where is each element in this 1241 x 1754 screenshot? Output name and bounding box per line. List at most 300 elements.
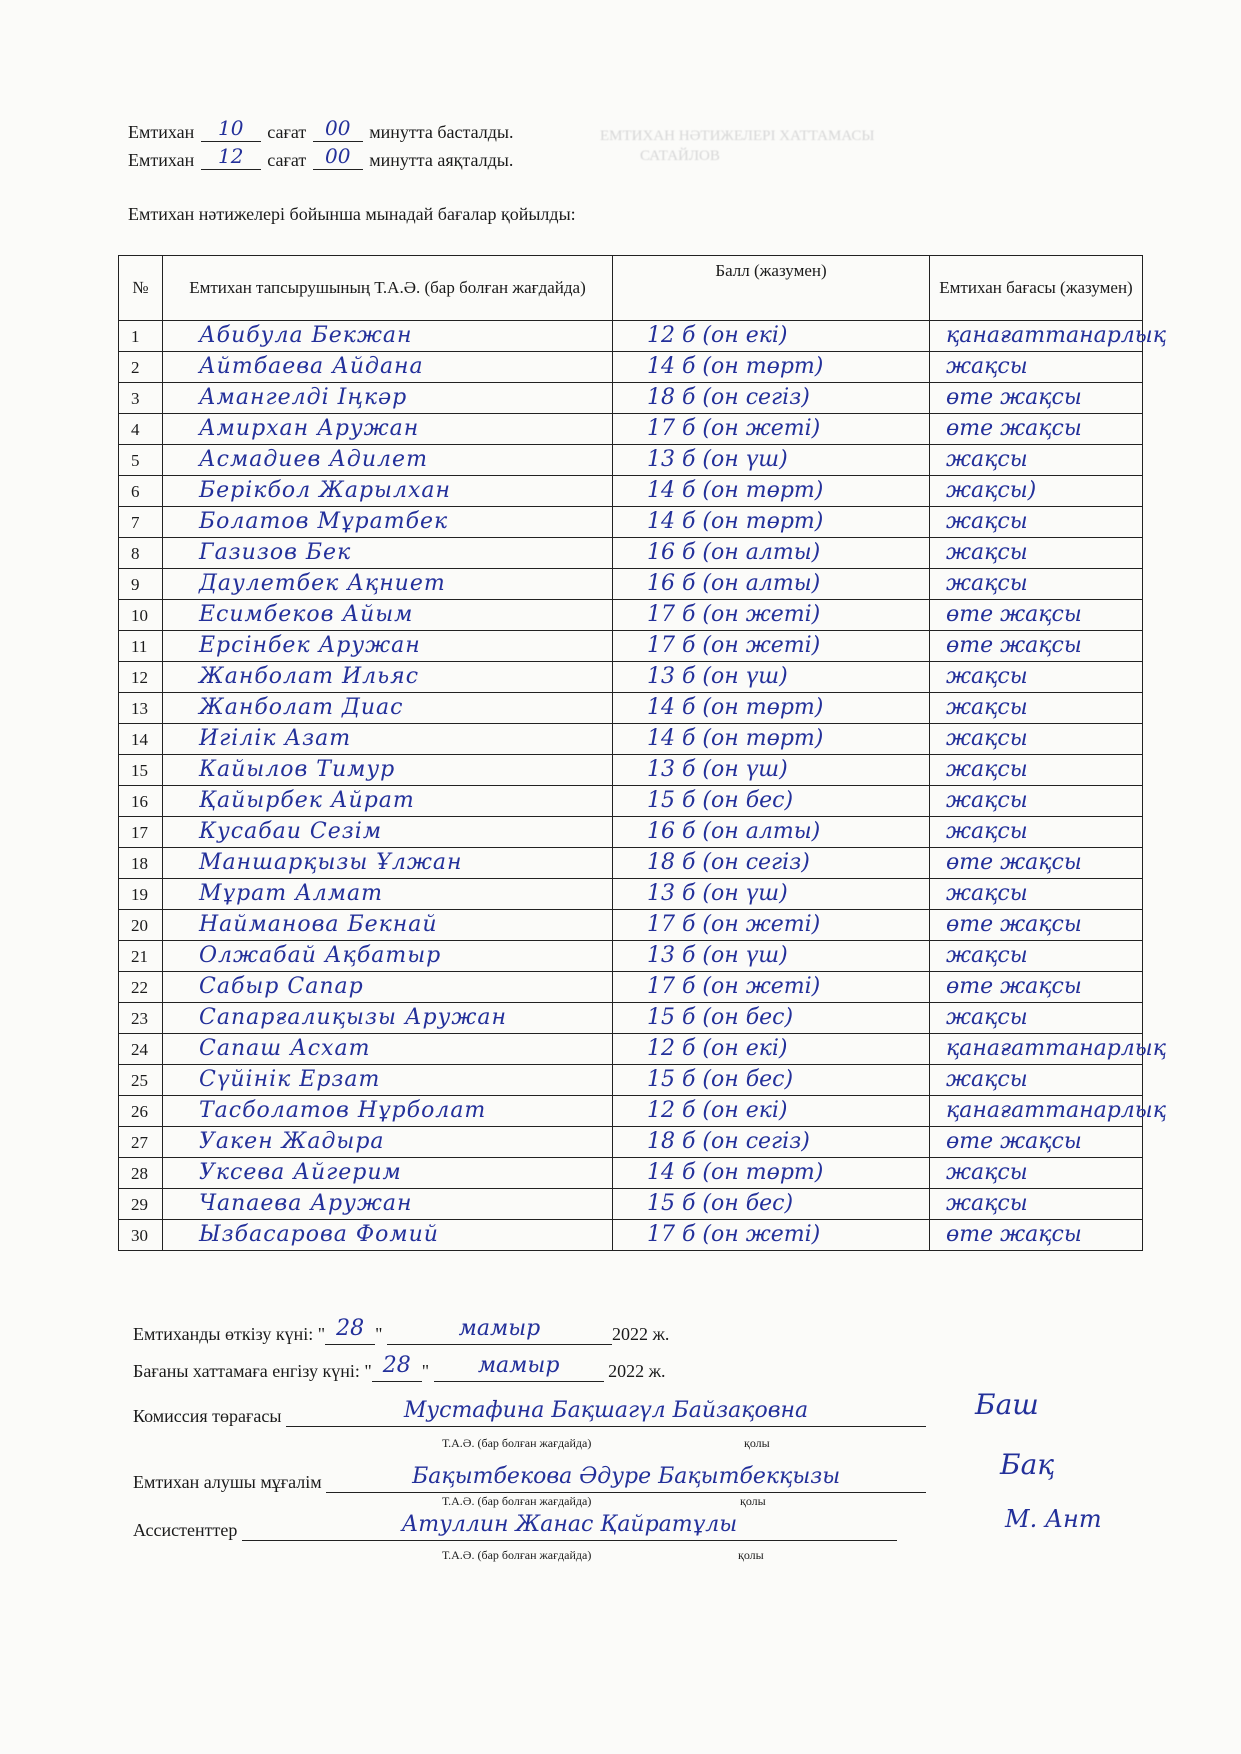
table-row	[119, 879, 1143, 910]
student-name: Газизов Бек	[199, 540, 352, 565]
table-row	[119, 972, 1143, 1003]
cell-name	[163, 941, 613, 972]
table-row	[119, 817, 1143, 848]
cell-score	[613, 1220, 930, 1251]
row-number: 14	[131, 729, 148, 749]
student-name: Уксева Айгерим	[199, 1160, 402, 1185]
cell-name	[163, 631, 613, 662]
table-row	[119, 786, 1143, 817]
cell-score	[613, 662, 930, 693]
cell-grade	[930, 445, 1143, 476]
cell-name	[163, 1034, 613, 1065]
header-num: №	[119, 256, 163, 321]
cell-name	[163, 755, 613, 786]
end-minute-field	[313, 144, 363, 170]
cell-grade	[930, 321, 1167, 352]
student-name: Игілік Азат	[199, 726, 352, 751]
chair-name-field	[286, 1400, 926, 1427]
row-number: 2	[131, 357, 140, 377]
table-row	[119, 321, 1143, 352]
table-row	[119, 1034, 1143, 1065]
table-row	[119, 569, 1143, 600]
student-name: Берікбол Жарылхан	[199, 478, 451, 503]
grade-text: жақсы	[946, 571, 1028, 596]
score-text: 12 б (он екі)	[647, 1036, 788, 1061]
cell-name	[163, 786, 613, 817]
cell-grade	[930, 1096, 1167, 1127]
row-number: 15	[131, 760, 148, 780]
exam-date-close-quote: "	[375, 1324, 383, 1344]
cell-name	[163, 817, 613, 848]
cell-score	[613, 383, 930, 414]
cell-num	[119, 383, 163, 414]
start-minute-field	[313, 116, 363, 142]
grade-text: қанағаттанарлық	[946, 1036, 1167, 1061]
exam-date-year: 2022 ж.	[611, 1324, 670, 1344]
grade-text: өте жақсы	[946, 633, 1082, 658]
score-text: 16 б (он алты)	[647, 540, 821, 565]
cell-score	[613, 941, 930, 972]
table-row	[119, 352, 1143, 383]
grade-text: жақсы	[946, 943, 1028, 968]
score-text: 12 б (он екі)	[647, 323, 788, 348]
cell-score	[613, 910, 930, 941]
cell-name	[163, 538, 613, 569]
row-number: 17	[131, 822, 148, 842]
row-number: 12	[131, 667, 148, 687]
cell-name	[163, 693, 613, 724]
cell-num	[119, 1003, 163, 1034]
end-suffix: минутта аяқталды.	[369, 150, 514, 170]
exam-date-month: мамыр	[458, 1316, 541, 1341]
row-number: 18	[131, 853, 148, 873]
cell-score	[613, 786, 930, 817]
assistants-signature: М. Ант	[1005, 1505, 1102, 1533]
protocol-date-month-field	[434, 1355, 604, 1382]
score-text: 17 б (он жеті)	[647, 602, 821, 627]
grade-text: жақсы	[946, 1067, 1028, 1092]
cell-name	[163, 352, 613, 383]
table-row	[119, 662, 1143, 693]
row-number: 13	[131, 698, 148, 718]
end-hour-unit: сағат	[267, 150, 307, 170]
student-name: Ызбасарова Фомий	[199, 1222, 439, 1247]
student-name: Жанболат Диас	[199, 695, 404, 720]
cell-grade	[930, 631, 1143, 662]
cell-grade	[930, 476, 1143, 507]
cell-grade	[930, 848, 1143, 879]
grade-text: өте жақсы	[946, 912, 1082, 937]
row-number: 5	[131, 450, 140, 470]
cell-score	[613, 1096, 930, 1127]
row-number: 28	[131, 1163, 148, 1183]
cell-num	[119, 538, 163, 569]
cell-num	[119, 1127, 163, 1158]
grade-text: жақсы	[946, 819, 1028, 844]
table-row	[119, 724, 1143, 755]
table-row	[119, 693, 1143, 724]
exam-date-label: Емтиханды өткізу күні:	[133, 1324, 314, 1344]
cell-score	[613, 1189, 930, 1220]
table-row	[119, 600, 1143, 631]
cell-name	[163, 1003, 613, 1034]
student-name: Есимбеков Айым	[199, 602, 414, 627]
grade-text: өте жақсы	[946, 1129, 1082, 1154]
cell-num	[119, 755, 163, 786]
chair-caption-sig: қолы	[744, 1436, 770, 1450]
cell-num	[119, 879, 163, 910]
student-name: Сабыр Сапар	[199, 974, 364, 999]
protocol-date-close-quote: "	[421, 1361, 430, 1381]
header-grade: Емтихан бағасы (жазумен)	[930, 256, 1143, 321]
row-number: 26	[131, 1101, 148, 1121]
grade-text: өте жақсы	[946, 416, 1082, 441]
assistants-caption-sig: қолы	[738, 1548, 764, 1562]
cell-grade	[930, 910, 1143, 941]
cell-name	[163, 1189, 613, 1220]
cell-num	[119, 1220, 163, 1251]
cell-score	[613, 972, 930, 1003]
start-hour-field	[201, 116, 261, 142]
row-number: 25	[131, 1070, 148, 1090]
cell-num	[119, 1065, 163, 1096]
cell-score	[613, 879, 930, 910]
grade-text: өте жақсы	[946, 974, 1082, 999]
score-text: 18 б (он сегіз)	[647, 1129, 810, 1154]
cell-score	[613, 352, 930, 383]
cell-num	[119, 941, 163, 972]
student-name: Мұрат Алмат	[199, 881, 384, 906]
score-text: 15 б (он бес)	[647, 1191, 794, 1216]
table-row	[119, 1096, 1143, 1127]
results-intro: Емтихан нәтижелері бойынша мынадай бағалар қойылды:	[128, 204, 576, 224]
grade-text: өте жақсы	[946, 385, 1082, 410]
cell-num	[119, 1158, 163, 1189]
cell-score	[613, 817, 930, 848]
row-number: 24	[131, 1039, 148, 1059]
table-row	[119, 476, 1143, 507]
row-number: 11	[131, 636, 148, 656]
cell-name	[163, 1065, 613, 1096]
cell-name	[163, 445, 613, 476]
table-row	[119, 1220, 1143, 1251]
row-number: 1	[131, 326, 140, 346]
row-number: 29	[131, 1194, 148, 1214]
cell-name	[163, 476, 613, 507]
student-name: Жанболат Ильяс	[199, 664, 420, 689]
score-text: 17 б (он жеті)	[647, 912, 821, 937]
cell-grade	[930, 662, 1143, 693]
assistants-caption-name: Т.А.Ә. (бар болған жағдайда)	[442, 1548, 592, 1562]
grade-text: жақсы	[946, 881, 1028, 906]
teacher-name-field	[326, 1466, 926, 1493]
grade-text: жақсы	[946, 1005, 1028, 1030]
student-name: Ерсінбек Аружан	[199, 633, 421, 658]
score-text: 13 б (он үш)	[647, 447, 788, 472]
chair-label: Комиссия төрағасы	[133, 1406, 282, 1426]
student-name: Асмадиев Адилет	[199, 447, 428, 472]
cell-score	[613, 507, 930, 538]
cell-grade	[930, 879, 1143, 910]
exam-date-line	[133, 1318, 669, 1345]
grade-text: жақсы	[946, 788, 1028, 813]
cell-num	[119, 321, 163, 352]
cell-score	[613, 724, 930, 755]
cell-name	[163, 848, 613, 879]
cell-grade	[930, 1065, 1143, 1096]
table-row	[119, 1003, 1143, 1034]
teacher-caption-sig: қолы	[740, 1494, 766, 1508]
cell-grade	[930, 507, 1143, 538]
score-text: 13 б (он үш)	[647, 881, 788, 906]
cell-name	[163, 724, 613, 755]
score-text: 13 б (он үш)	[647, 664, 788, 689]
protocol-date-day: 28	[382, 1353, 411, 1378]
score-text: 15 б (он бес)	[647, 1067, 794, 1092]
end-minute: 00	[325, 144, 351, 168]
row-number: 27	[131, 1132, 148, 1152]
end-hour: 12	[218, 144, 244, 168]
cell-name	[163, 383, 613, 414]
bleed-through-text: ЕМТИХАН НӘТИЖЕЛЕРІ ХАТТАМАСЫ	[600, 128, 875, 144]
student-name: Тасболатов Нұрболат	[199, 1098, 487, 1123]
cell-num	[119, 724, 163, 755]
teacher-line	[133, 1466, 926, 1493]
cell-grade	[930, 538, 1143, 569]
chair-line	[133, 1400, 926, 1427]
row-number: 6	[131, 481, 140, 501]
score-text: 17 б (он жеті)	[647, 633, 821, 658]
protocol-date-open-quote: "	[364, 1361, 372, 1381]
cell-num	[119, 414, 163, 445]
chair-name: Мустафина Бақшагүл Байзақовна	[403, 1398, 809, 1423]
grades-table	[118, 255, 1167, 1251]
grade-text: жақсы	[946, 726, 1028, 751]
table-row	[119, 445, 1143, 476]
cell-num	[119, 352, 163, 383]
protocol-date-month: мамыр	[477, 1353, 560, 1378]
chair-signature: Баш	[975, 1388, 1039, 1421]
grade-text: жақсы	[946, 757, 1028, 782]
header-score: Балл (жазумен)	[613, 256, 930, 321]
cell-num	[119, 972, 163, 1003]
student-name: Сапаш Асхат	[199, 1036, 371, 1061]
table-row	[119, 941, 1143, 972]
score-text: 14 б (он төрт)	[647, 478, 824, 503]
student-name: Чапаева Аружан	[199, 1191, 413, 1216]
row-number: 22	[131, 977, 148, 997]
cell-grade	[930, 1220, 1143, 1251]
cell-num	[119, 600, 163, 631]
cell-score	[613, 693, 930, 724]
cell-grade	[930, 1189, 1143, 1220]
student-name: Айтбаева Айдана	[199, 354, 424, 379]
cell-name	[163, 1158, 613, 1189]
cell-grade	[930, 786, 1143, 817]
cell-grade	[930, 1003, 1143, 1034]
row-number: 19	[131, 884, 148, 904]
cell-num	[119, 445, 163, 476]
end-prefix: Емтихан	[128, 150, 195, 170]
table-row	[119, 1065, 1143, 1096]
end-hour-field	[201, 144, 261, 170]
cell-grade	[930, 352, 1143, 383]
cell-score	[613, 1034, 930, 1065]
student-name: Болатов Мұратбек	[199, 509, 449, 534]
cell-name	[163, 1220, 613, 1251]
table-row	[119, 383, 1143, 414]
cell-num	[119, 786, 163, 817]
row-number: 9	[131, 574, 140, 594]
cell-num	[119, 693, 163, 724]
row-number: 21	[131, 946, 148, 966]
cell-num	[119, 631, 163, 662]
row-number: 23	[131, 1008, 148, 1028]
start-prefix: Емтихан	[128, 122, 195, 142]
grade-text: қанағаттанарлық	[946, 1098, 1167, 1123]
grade-text: жақсы	[946, 540, 1028, 565]
cell-num	[119, 1034, 163, 1065]
cell-grade	[930, 414, 1143, 445]
grade-text: жақсы	[946, 509, 1028, 534]
table-row	[119, 755, 1143, 786]
header-name: Емтихан тапсырушының Т.А.Ә. (бар болған жағдайда)	[163, 256, 613, 321]
assistants-name-field	[242, 1514, 897, 1541]
bleed-through-text: САТАЙЛОВ	[640, 148, 720, 164]
row-number: 20	[131, 915, 148, 935]
cell-num	[119, 662, 163, 693]
teacher-name: Бақытбекова Әдуре Бақытбекқызы	[412, 1464, 841, 1489]
cell-grade	[930, 1158, 1143, 1189]
score-text: 14 б (он төрт)	[647, 695, 824, 720]
row-number: 8	[131, 543, 140, 563]
exam-date-month-field	[387, 1318, 612, 1345]
score-text: 18 б (он сегіз)	[647, 385, 810, 410]
cell-name	[163, 662, 613, 693]
cell-name	[163, 414, 613, 445]
cell-name	[163, 879, 613, 910]
student-name: Кусабаи Сезім	[199, 819, 383, 844]
score-text: 13 б (он үш)	[647, 943, 788, 968]
start-hour: 10	[218, 116, 244, 140]
cell-num	[119, 476, 163, 507]
score-text: 14 б (он төрт)	[647, 509, 824, 534]
row-number: 7	[131, 512, 140, 532]
score-text: 17 б (он жеті)	[647, 416, 821, 441]
grade-text: жақсы	[946, 1160, 1028, 1185]
teacher-signature: Бақ	[1000, 1448, 1055, 1481]
cell-name	[163, 507, 613, 538]
assistants-line	[133, 1514, 897, 1541]
score-text: 16 б (он алты)	[647, 819, 821, 844]
grade-text: қанағаттанарлық	[946, 323, 1167, 348]
score-text: 13 б (он үш)	[647, 757, 788, 782]
cell-num	[119, 507, 163, 538]
cell-grade	[930, 600, 1143, 631]
student-name: Амангелді Іңкәр	[199, 385, 408, 410]
cell-score	[613, 755, 930, 786]
cell-name	[163, 910, 613, 941]
table-row	[119, 414, 1143, 445]
exam-date-day: 28	[336, 1316, 365, 1341]
grade-text: өте жақсы	[946, 850, 1082, 875]
cell-name	[163, 1127, 613, 1158]
grade-text: өте жақсы	[946, 602, 1082, 627]
cell-score	[613, 1127, 930, 1158]
cell-num	[119, 848, 163, 879]
assistants-label: Ассистенттер	[133, 1520, 238, 1540]
cell-grade	[930, 1127, 1143, 1158]
grade-text: өте жақсы	[946, 1222, 1082, 1247]
exam-end-line	[128, 144, 514, 171]
table-row	[119, 848, 1143, 879]
cell-grade	[930, 569, 1143, 600]
table-row	[119, 1189, 1143, 1220]
student-name: Қайырбек Айрат	[199, 788, 415, 813]
cell-name	[163, 569, 613, 600]
cell-score	[613, 476, 930, 507]
start-suffix: минутта басталды.	[369, 122, 514, 142]
cell-num	[119, 569, 163, 600]
score-text: 16 б (он алты)	[647, 571, 821, 596]
cell-score	[613, 600, 930, 631]
grade-text: жақсы	[946, 664, 1028, 689]
score-text: 12 б (он екі)	[647, 1098, 788, 1123]
table-row	[119, 538, 1143, 569]
cell-grade	[930, 817, 1143, 848]
protocol-date-line	[133, 1355, 666, 1382]
row-number: 16	[131, 791, 148, 811]
protocol-date-day-field	[372, 1355, 422, 1382]
cell-grade	[930, 941, 1143, 972]
cell-name	[163, 972, 613, 1003]
exam-start-line	[128, 116, 514, 143]
cell-grade	[930, 693, 1143, 724]
table-row	[119, 507, 1143, 538]
start-minute: 00	[325, 116, 351, 140]
student-name: Даулетбек Ақниет	[199, 571, 446, 596]
row-number: 4	[131, 419, 140, 439]
cell-grade	[930, 755, 1143, 786]
cell-score	[613, 445, 930, 476]
assistants-name: Атуллин Жанас Қайратұлы	[401, 1512, 738, 1537]
cell-name	[163, 600, 613, 631]
cell-grade	[930, 972, 1143, 1003]
teacher-label: Емтихан алушы мұғалім	[133, 1472, 322, 1492]
row-number: 30	[131, 1225, 148, 1245]
table-row	[119, 910, 1143, 941]
grade-text: жақсы)	[946, 478, 1037, 503]
cell-score	[613, 538, 930, 569]
student-name: Сапарғалиқызы Аружан	[199, 1005, 507, 1030]
table-row	[119, 1127, 1143, 1158]
cell-num	[119, 1096, 163, 1127]
start-hour-unit: сағат	[267, 122, 307, 142]
chair-caption-name: Т.А.Ә. (бар болған жағдайда)	[442, 1436, 592, 1450]
protocol-date-label: Бағаны хаттамаға енгізу күні:	[133, 1361, 360, 1381]
cell-grade	[930, 724, 1143, 755]
student-name: Кайылов Тимур	[199, 757, 396, 782]
protocol-date-year: 2022 ж.	[608, 1361, 666, 1381]
grade-text: жақсы	[946, 447, 1028, 472]
score-text: 14 б (он төрт)	[647, 354, 824, 379]
cell-num	[119, 1189, 163, 1220]
table-header-row	[119, 256, 1143, 321]
cell-name	[163, 321, 613, 352]
cell-score	[613, 414, 930, 445]
score-text: 15 б (он бес)	[647, 1005, 794, 1030]
student-name: Абибула Бекжан	[199, 323, 413, 348]
